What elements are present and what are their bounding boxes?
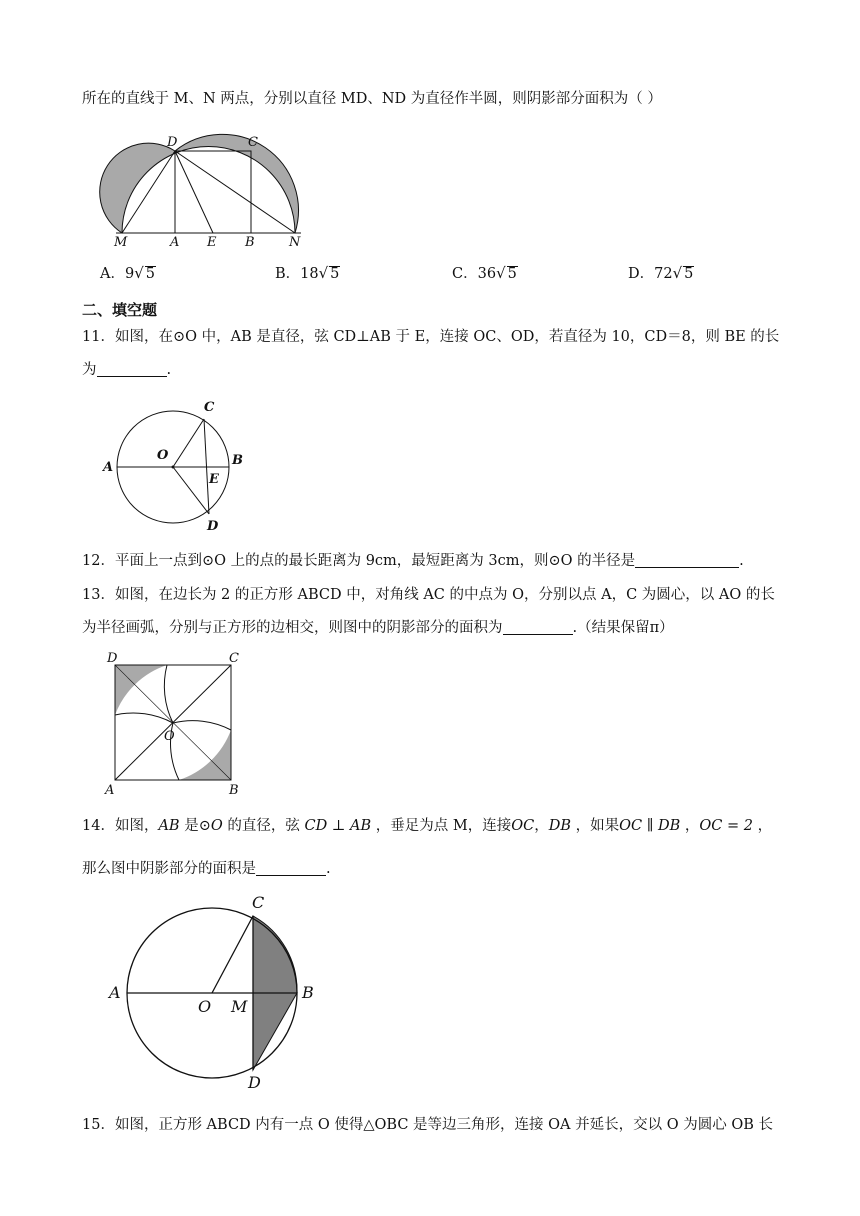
- q10-label-N: N: [289, 235, 301, 250]
- q12-answer-blank[interactable]: [635, 552, 739, 568]
- q11-line1: 11．如图，在⊙O 中，AB 是直径，弦 CD⊥AB 于 E，连接 OC、OD，若直径为 10，CD＝8，则 BE 的长: [82, 329, 780, 345]
- q11-figure: [98, 396, 248, 536]
- q13-label-O: O: [164, 729, 175, 744]
- q10-label-A: A: [170, 235, 180, 250]
- q13-label-D: D: [107, 651, 118, 666]
- q11-answer-blank[interactable]: [97, 361, 167, 377]
- q15-line1: 15．如图，正方形 ABCD 内有一点 O 使得△OBC 是等边三角形，连接 OA 并延长，交以 O 为圆心 OB 长: [82, 1117, 773, 1133]
- q11-label-B: B: [232, 453, 243, 468]
- q14-label-O: O: [198, 997, 212, 1016]
- q14-label-D: D: [248, 1073, 261, 1092]
- q12-line: 12．平面上一点到⊙O 上的点的最长距离为 9cm，最短距离为 3cm，则⊙O 的半径是 .: [82, 553, 744, 569]
- q10-option-c[interactable]: C．36√ 5: [452, 264, 517, 282]
- q13-line2: 为半径画弧，分别与正方形的边相交，则图中的阴影部分的面积为 .（结果保留π）: [82, 620, 674, 636]
- q10-label-D: D: [167, 135, 178, 150]
- q10-option-d[interactable]: D．72√ 5: [628, 264, 694, 282]
- q14-label-B: B: [302, 983, 314, 1002]
- q14-figure: [100, 888, 330, 1098]
- q10-label-E: E: [207, 235, 217, 250]
- q13-label-B: B: [229, 783, 239, 798]
- q11-line2: 为 .: [82, 362, 172, 378]
- q14-line1: 14．如图，AB 是⊙O 的直径，弦 CD ⊥ AB ，垂足为点 M，连接OC，DB ，如果OC ∥ DB ，OC = 2 ，: [82, 818, 773, 834]
- q10-option-b[interactable]: B．18√ 5: [275, 264, 340, 282]
- q13-answer-blank[interactable]: [503, 619, 573, 635]
- q13-line1: 13．如图，在边长为 2 的正方形 ABCD 中，对角线 AC 的中点为 O，分别以点 A，C 为圆心，以 AO 的长: [82, 587, 775, 603]
- q14-shaded-upper: [253, 916, 297, 993]
- q11-label-O: O: [157, 448, 169, 463]
- q14-answer-blank[interactable]: [256, 860, 326, 876]
- q13-label-A: A: [105, 783, 115, 798]
- q14-label-M: M: [231, 997, 248, 1016]
- q10-text-tail: 所在的直线于 M、N 两点，分别以直径 MD、ND 为直径作半圆，则阴影部分面积为（ ）: [82, 91, 662, 107]
- section-title: 二、填空题: [82, 301, 158, 319]
- q11-label-A: A: [103, 460, 114, 475]
- q14-shaded-lower: [253, 993, 297, 1070]
- q10-label-C: C: [248, 135, 258, 150]
- q14-line2: 那么图中阴影部分的面积是 .: [82, 861, 331, 877]
- q10-label-M: M: [114, 235, 128, 250]
- q13-figure: [100, 648, 250, 798]
- q11-label-D: D: [207, 519, 219, 534]
- q11-label-C: C: [204, 400, 215, 415]
- q10-label-B: B: [245, 235, 255, 250]
- q14-label-A: A: [109, 983, 121, 1002]
- q11-label-E: E: [209, 472, 219, 487]
- q10-figure: [96, 128, 326, 252]
- q14-label-C: C: [252, 893, 265, 912]
- q10-option-a[interactable]: A．9√ 5: [100, 264, 156, 282]
- q13-label-C: C: [229, 651, 239, 666]
